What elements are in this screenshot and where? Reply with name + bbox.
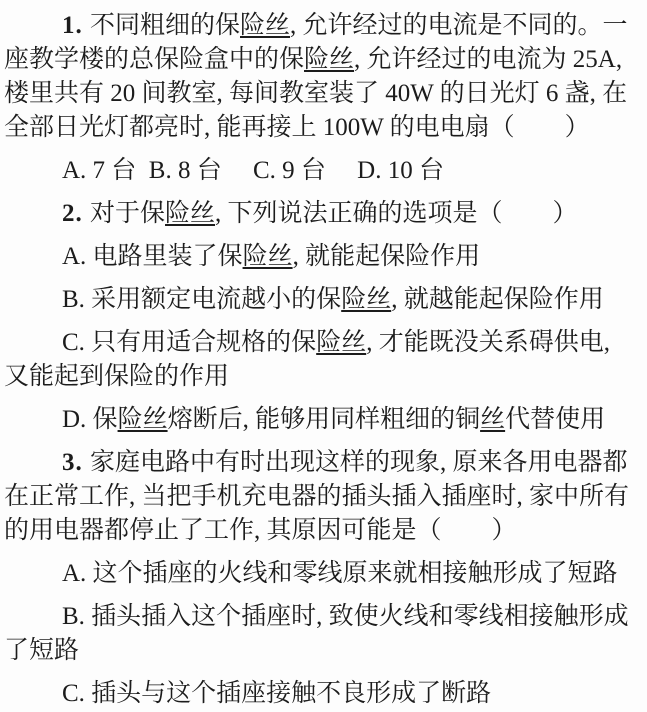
underlined-term: 丝 [480,406,506,433]
paragraph-text: 家庭电路中有时出现这样的现象, 原来各用电器都在正常工作, 当把手机充电器的插头插入插座时, 家中所有的用电器都停止了工作, 其原因可能是（ ） [4,449,630,544]
paragraph-text: B. 插头插入这个插座时, 致使火线和零线相接触形成了短路 [4,603,629,664]
question-3-option-c [4,677,635,711]
question-3-option-a [4,557,635,591]
paragraph-text: A. 7 台 B. 8 台 C. 9 台 D. 10 台 [62,157,444,184]
paragraph-text: 对于保险丝, 下列说法正确的选项是（ ） [90,200,578,227]
underlined-term: 险丝 [316,329,367,356]
underlined-term: 险丝 [242,243,293,270]
underlined-term: 险丝 [240,12,291,39]
question-2-option-d [4,403,635,437]
question-1-stem [4,9,635,145]
paragraph-text: A. 这个插座的火线和零线原来就相接触形成了短路 [62,560,618,587]
underlined-term: 险丝 [165,200,216,227]
question-2-option-a [4,240,635,274]
question-number: 3. [62,449,90,476]
underlined-term: 险丝 [117,406,168,433]
paragraph-text: D. 保险丝熔断后, 能够用同样粗细的铜丝代替使用 [62,406,606,433]
paragraph-text: C. 只有用适合规格的保险丝, 才能既没关系碍供电, 又能起到保险的作用 [4,329,617,390]
question-2-option-c [4,326,635,394]
paragraph-list [4,9,635,712]
question-number: 1. [62,12,90,39]
paragraph-text: A. 电路里装了保险丝, 就能起保险作用 [62,243,481,270]
paragraph-text: C. 插头与这个插座接触不良形成了断路 [62,680,492,707]
underlined-term: 险丝 [341,286,392,313]
question-3-option-b [4,600,635,668]
paragraph-text: 不同粗细的保险丝, 允许经过的电流是不同的。一座教学楼的总保险盒中的保险丝, 允许经过的电流为 25A, 楼里共有 20 间教室, 每间教室装了 40W 的日光灯 6 盏, 在全部日光灯都亮时, 能再接上 100W 的电电扇（ ） [4,12,629,141]
question-2-option-b [4,283,635,317]
question-1-options-row [4,154,635,188]
paragraph-text: B. 采用额定电流越小的保险丝, 就越能起保险作用 [62,286,604,313]
underlined-term: 险丝 [304,46,355,73]
question-number: 2. [62,200,90,227]
question-3-stem [4,446,635,548]
question-2-stem [4,197,635,231]
